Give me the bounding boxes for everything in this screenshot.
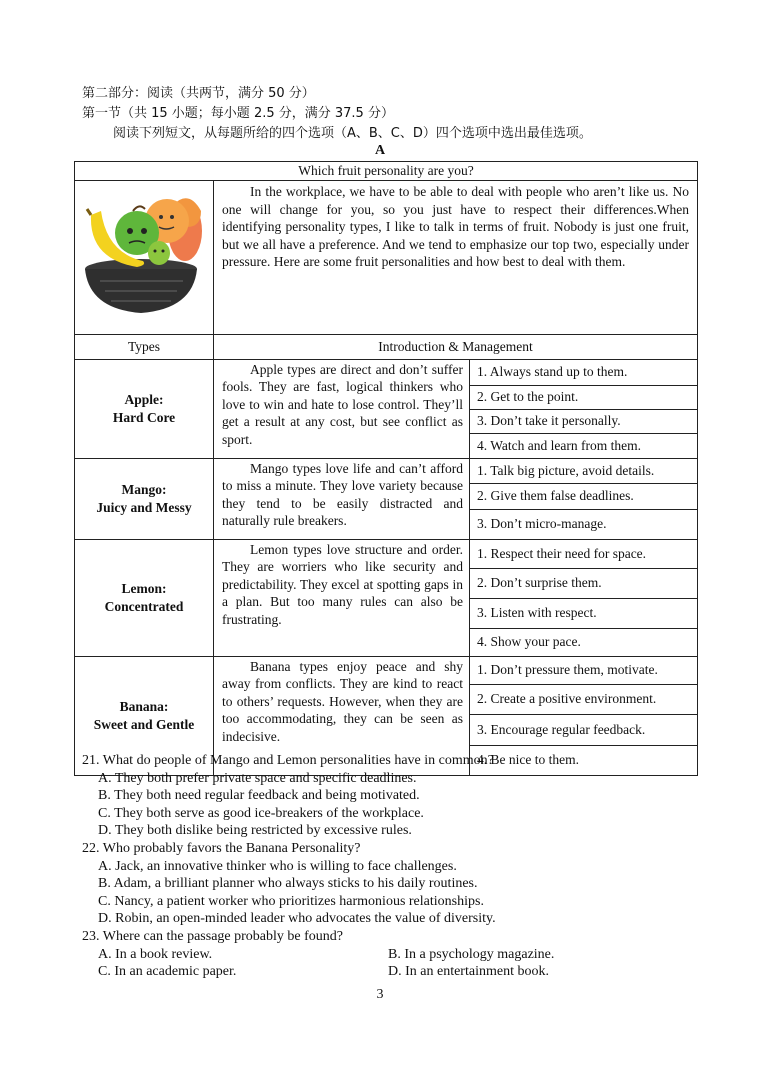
tip-item: 3. Listen with respect. — [470, 599, 697, 629]
option: B. In a psychology magazine. — [388, 947, 555, 962]
part-heading: 第二部分：阅读（共两节，满分 50 分） — [82, 86, 315, 101]
tip-item: 1. Respect their need for space. — [470, 540, 697, 569]
management-tips — [470, 359, 698, 458]
question-22: 22. Who probably favors the Banana Personality? — [82, 841, 361, 856]
question-23: 23. Where can the passage probably be found? — [82, 929, 343, 944]
instruction: 阅读下列短文，从每题所给的四个选项（A、B、C、D）四个选项中选出最佳选项。 — [113, 126, 592, 141]
option: C. In an academic paper. — [98, 964, 237, 979]
option: A. Jack, an innovative thinker who is willing to face challenges. — [98, 859, 457, 874]
type-name-lemon: Lemon: Concentrated — [75, 539, 214, 656]
tip-item: 1. Don’t pressure them, motivate. — [470, 657, 697, 685]
type-description: Mango types love life and can’t afford to miss a minute. They love variety because they tend to be easily distracted and naturally rule breakers. — [214, 458, 470, 539]
management-tips — [470, 458, 698, 539]
question-21: 21. What do people of Mango and Lemon personalities have in common? — [82, 753, 494, 768]
type-description: Apple types are direct and don’t suffer fools. They are fast, logical thinkers who love to win and hate to lose control. They’ll get a result at any cost, but see conflict as sport. — [214, 359, 470, 458]
tip-item: 3. Encourage regular feedback. — [470, 715, 697, 746]
type-name-mango: Mango: Juicy and Messy — [75, 458, 214, 539]
option: A. In a book review. — [98, 947, 213, 962]
column-header-types: Types — [75, 334, 214, 359]
tip-item: 3. Don’t take it personally. — [470, 410, 697, 434]
option: D. They both dislike being restricted by excessive rules. — [98, 823, 412, 838]
tip-item: 4. Be nice to them. — [477, 752, 579, 768]
tip-item: 2. Give them false deadlines. — [470, 484, 697, 510]
option: C. They both serve as good ice-breakers of the workplace. — [98, 806, 424, 821]
option: A. They both prefer private space and specific deadlines. — [98, 771, 417, 786]
fruit-bowl-illustration — [75, 181, 214, 335]
passage-label: A — [374, 143, 386, 158]
intro-paragraph: In the workplace, we have to be able to deal with people who aren’t like us. No one will change for you, so you just have to respect their differences.When identifying personality types, I like to talk in terms of fruit. Nobody is just one fruit, but we all have a preference. And we tend to emphasize our top two, especially under pressure. Here are some fruit personalities and how best to deal with them. — [214, 181, 698, 335]
fruit-bowl-icon — [75, 181, 214, 329]
table-row — [75, 458, 698, 539]
tip-item: 2. Create a positive environment. — [470, 685, 697, 715]
tip-item: 2. Don’t surprise them. — [470, 569, 697, 599]
tip-item: 3. Don’t micro-manage. — [477, 516, 607, 532]
fruit-personality-table — [74, 161, 698, 776]
management-tips — [470, 539, 698, 656]
tip-item: 1. Always stand up to them. — [470, 360, 697, 386]
tip-item: 1. Talk big picture, avoid details. — [470, 459, 697, 484]
option: C. Nancy, a patient worker who prioritizes harmonious relationships. — [98, 894, 484, 909]
management-tips — [470, 656, 698, 775]
option: B. They both need regular feedback and being motivated. — [98, 788, 420, 803]
tip-item: 2. Get to the point. — [470, 386, 697, 410]
table-caption: Which fruit personality are you? — [75, 162, 698, 181]
option: B. Adam, a brilliant planner who always sticks to his daily routines. — [98, 876, 478, 891]
type-name-apple: Apple: Hard Core — [75, 359, 214, 458]
option: D. Robin, an open-minded leader who advocates the value of diversity. — [98, 911, 496, 926]
section-heading: 第一节（共 15 小题；每小题 2.5 分，满分 37.5 分） — [82, 106, 394, 121]
table-row — [75, 359, 698, 458]
tip-item: 4. Watch and learn from them. — [477, 437, 641, 453]
page-number: 3 — [376, 987, 384, 1002]
table-row — [75, 539, 698, 656]
column-header-intro: Introduction & Management — [214, 334, 698, 359]
tip-item: 4. Show your pace. — [477, 634, 581, 650]
type-name-banana: Banana: Sweet and Gentle — [75, 656, 214, 775]
type-description: Banana types enjoy peace and shy away from conflicts. They are kind to react to others’ requests. However, when they are too accommodating, they can be seen as indecisive. — [214, 656, 470, 775]
option: D. In an entertainment book. — [388, 964, 549, 979]
type-description: Lemon types love structure and order. They are worriers who like security and predictability. They excel at spotting gaps in a plan. But too many rules can also be frustrating. — [214, 539, 470, 656]
